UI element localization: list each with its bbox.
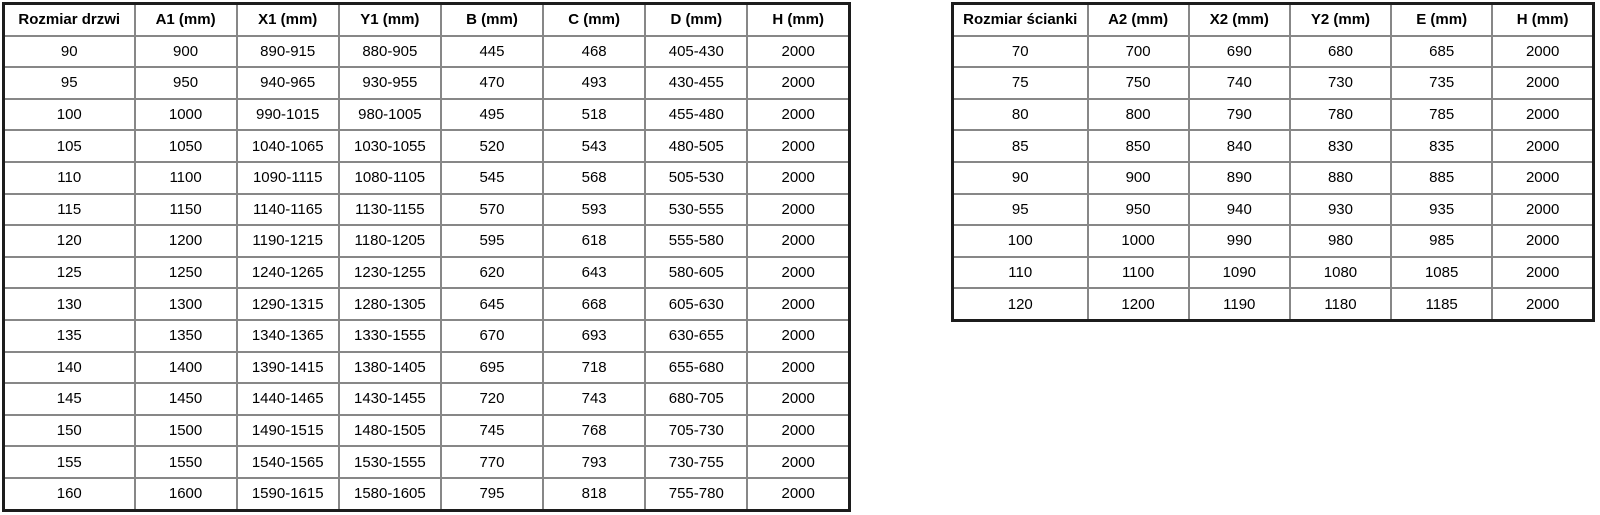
table-cell: 1530-1555 xyxy=(339,446,441,478)
table-cell: 493 xyxy=(543,67,645,99)
table-cell: 1000 xyxy=(1088,225,1189,257)
table-cell: 100 xyxy=(953,225,1088,257)
table-cell: 793 xyxy=(543,446,645,478)
table-row xyxy=(953,162,1594,194)
table-cell: 125 xyxy=(4,257,135,289)
table-cell: 80 xyxy=(953,99,1088,131)
table-cell: 2000 xyxy=(747,415,849,447)
table-cell: 1130-1155 xyxy=(339,194,441,226)
table-cell: 1190-1215 xyxy=(237,225,339,257)
table-cell: 900 xyxy=(1088,162,1189,194)
table-cell: 790 xyxy=(1189,99,1290,131)
table-cell: 2000 xyxy=(1492,36,1593,68)
table-cell: 405-430 xyxy=(645,36,747,68)
table-cell: 518 xyxy=(543,99,645,131)
table-cell: 1150 xyxy=(135,194,237,226)
table-row xyxy=(4,130,850,162)
table-cell: 1350 xyxy=(135,320,237,352)
table-row xyxy=(953,36,1594,68)
table-row xyxy=(4,415,850,447)
table-cell: 130 xyxy=(4,288,135,320)
table-cell: 620 xyxy=(441,257,543,289)
table-row xyxy=(4,446,850,478)
table-cell: 985 xyxy=(1391,225,1492,257)
table-cell: 890-915 xyxy=(237,36,339,68)
table-cell: 2000 xyxy=(1492,67,1593,99)
table-cell: 150 xyxy=(4,415,135,447)
table-row xyxy=(953,194,1594,226)
table-cell: 468 xyxy=(543,36,645,68)
column-header: A2 (mm) xyxy=(1088,4,1189,36)
table-cell: 1490-1515 xyxy=(237,415,339,447)
table-cell: 1090 xyxy=(1189,257,1290,289)
table-cell: 930 xyxy=(1290,194,1391,226)
table-cell: 700 xyxy=(1088,36,1189,68)
door-sizes-header-row xyxy=(4,4,850,36)
table-cell: 2000 xyxy=(747,288,849,320)
table-cell: 1185 xyxy=(1391,288,1492,320)
table-cell: 1180 xyxy=(1290,288,1391,320)
table-row xyxy=(4,257,850,289)
table-cell: 95 xyxy=(953,194,1088,226)
table-cell: 645 xyxy=(441,288,543,320)
table-cell: 1200 xyxy=(135,225,237,257)
table-cell: 2000 xyxy=(747,446,849,478)
table-cell: 495 xyxy=(441,99,543,131)
table-cell: 750 xyxy=(1088,67,1189,99)
table-row xyxy=(4,162,850,194)
table-cell: 1140-1165 xyxy=(237,194,339,226)
table-cell: 2000 xyxy=(747,162,849,194)
door-sizes-table xyxy=(2,2,851,512)
table-cell: 745 xyxy=(441,415,543,447)
table-cell: 1540-1565 xyxy=(237,446,339,478)
wall-sizes-table-body xyxy=(953,36,1594,321)
table-cell: 1190 xyxy=(1189,288,1290,320)
table-cell: 160 xyxy=(4,478,135,510)
table-cell: 935 xyxy=(1391,194,1492,226)
table-cell: 1340-1365 xyxy=(237,320,339,352)
table-cell: 780 xyxy=(1290,99,1391,131)
column-header: H (mm) xyxy=(1492,4,1593,36)
column-header: E (mm) xyxy=(1391,4,1492,36)
table-cell: 835 xyxy=(1391,130,1492,162)
table-row xyxy=(953,67,1594,99)
table-cell: 1600 xyxy=(135,478,237,510)
table-cell: 90 xyxy=(953,162,1088,194)
column-header: X2 (mm) xyxy=(1189,4,1290,36)
table-cell: 795 xyxy=(441,478,543,510)
table-row xyxy=(4,383,850,415)
column-header: Rozmiar ścianki xyxy=(953,4,1088,36)
table-cell: 455-480 xyxy=(645,99,747,131)
table-cell: 980 xyxy=(1290,225,1391,257)
table-cell: 2000 xyxy=(747,383,849,415)
table-cell: 593 xyxy=(543,194,645,226)
table-cell: 740 xyxy=(1189,67,1290,99)
table-cell: 1100 xyxy=(1088,257,1189,289)
table-cell: 900 xyxy=(135,36,237,68)
table-cell: 2000 xyxy=(747,320,849,352)
table-cell: 940 xyxy=(1189,194,1290,226)
table-cell: 1440-1465 xyxy=(237,383,339,415)
table-cell: 730 xyxy=(1290,67,1391,99)
table-cell: 470 xyxy=(441,67,543,99)
table-cell: 643 xyxy=(543,257,645,289)
table-cell: 1380-1405 xyxy=(339,352,441,384)
column-header: B (mm) xyxy=(441,4,543,36)
table-cell: 930-955 xyxy=(339,67,441,99)
table-cell: 885 xyxy=(1391,162,1492,194)
table-cell: 1080 xyxy=(1290,257,1391,289)
table-cell: 755-780 xyxy=(645,478,747,510)
table-cell: 145 xyxy=(4,383,135,415)
table-cell: 1030-1055 xyxy=(339,130,441,162)
table-cell: 505-530 xyxy=(645,162,747,194)
table-cell: 2000 xyxy=(747,478,849,510)
table-cell: 670 xyxy=(441,320,543,352)
table-cell: 140 xyxy=(4,352,135,384)
table-cell: 555-580 xyxy=(645,225,747,257)
table-cell: 1040-1065 xyxy=(237,130,339,162)
table-cell: 2000 xyxy=(1492,257,1593,289)
table-cell: 735 xyxy=(1391,67,1492,99)
table-cell: 135 xyxy=(4,320,135,352)
table-cell: 693 xyxy=(543,320,645,352)
table-cell: 2000 xyxy=(1492,130,1593,162)
table-cell: 705-730 xyxy=(645,415,747,447)
table-row xyxy=(953,288,1594,320)
column-header: Y1 (mm) xyxy=(339,4,441,36)
table-cell: 530-555 xyxy=(645,194,747,226)
table-row xyxy=(953,130,1594,162)
table-cell: 680-705 xyxy=(645,383,747,415)
table-cell: 940-965 xyxy=(237,67,339,99)
table-cell: 1480-1505 xyxy=(339,415,441,447)
table-cell: 1330-1555 xyxy=(339,320,441,352)
column-header: Y2 (mm) xyxy=(1290,4,1391,36)
table-cell: 1450 xyxy=(135,383,237,415)
table-cell: 95 xyxy=(4,67,135,99)
table-cell: 830 xyxy=(1290,130,1391,162)
table-cell: 618 xyxy=(543,225,645,257)
table-cell: 100 xyxy=(4,99,135,131)
table-cell: 980-1005 xyxy=(339,99,441,131)
table-cell: 1250 xyxy=(135,257,237,289)
table-cell: 890 xyxy=(1189,162,1290,194)
table-cell: 105 xyxy=(4,130,135,162)
table-cell: 430-455 xyxy=(645,67,747,99)
table-cell: 630-655 xyxy=(645,320,747,352)
table-cell: 743 xyxy=(543,383,645,415)
wall-sizes-table xyxy=(951,2,1595,322)
column-header: H (mm) xyxy=(747,4,849,36)
door-sizes-table-body xyxy=(4,36,850,510)
table-cell: 990-1015 xyxy=(237,99,339,131)
table-cell: 520 xyxy=(441,130,543,162)
table-cell: 155 xyxy=(4,446,135,478)
table-cell: 1230-1255 xyxy=(339,257,441,289)
table-cell: 1050 xyxy=(135,130,237,162)
table-cell: 595 xyxy=(441,225,543,257)
table-cell: 1000 xyxy=(135,99,237,131)
table-cell: 543 xyxy=(543,130,645,162)
table-cell: 70 xyxy=(953,36,1088,68)
table-cell: 90 xyxy=(4,36,135,68)
table-cell: 2000 xyxy=(747,257,849,289)
table-cell: 1180-1205 xyxy=(339,225,441,257)
table-cell: 690 xyxy=(1189,36,1290,68)
column-header: D (mm) xyxy=(645,4,747,36)
table-cell: 768 xyxy=(543,415,645,447)
table-row xyxy=(953,225,1594,257)
table-cell: 695 xyxy=(441,352,543,384)
table-cell: 1500 xyxy=(135,415,237,447)
table-cell: 1390-1415 xyxy=(237,352,339,384)
table-cell: 1400 xyxy=(135,352,237,384)
table-cell: 770 xyxy=(441,446,543,478)
table-cell: 1580-1605 xyxy=(339,478,441,510)
table-cell: 818 xyxy=(543,478,645,510)
table-cell: 2000 xyxy=(747,225,849,257)
table-row xyxy=(4,288,850,320)
table-cell: 605-630 xyxy=(645,288,747,320)
table-cell: 115 xyxy=(4,194,135,226)
table-cell: 1290-1315 xyxy=(237,288,339,320)
table-row xyxy=(953,99,1594,131)
table-cell: 950 xyxy=(135,67,237,99)
table-cell: 110 xyxy=(4,162,135,194)
table-cell: 800 xyxy=(1088,99,1189,131)
table-cell: 2000 xyxy=(1492,288,1593,320)
table-cell: 785 xyxy=(1391,99,1492,131)
table-cell: 880 xyxy=(1290,162,1391,194)
table-cell: 1080-1105 xyxy=(339,162,441,194)
table-cell: 1100 xyxy=(135,162,237,194)
table-cell: 2000 xyxy=(747,36,849,68)
table-cell: 75 xyxy=(953,67,1088,99)
table-row xyxy=(4,36,850,68)
column-header: X1 (mm) xyxy=(237,4,339,36)
table-cell: 120 xyxy=(953,288,1088,320)
table-cell: 2000 xyxy=(747,67,849,99)
table-cell: 120 xyxy=(4,225,135,257)
table-cell: 1090-1115 xyxy=(237,162,339,194)
table-cell: 568 xyxy=(543,162,645,194)
table-row xyxy=(4,99,850,131)
table-cell: 1200 xyxy=(1088,288,1189,320)
column-header: Rozmiar drzwi xyxy=(4,4,135,36)
table-cell: 2000 xyxy=(747,352,849,384)
table-cell: 580-605 xyxy=(645,257,747,289)
table-cell: 1590-1615 xyxy=(237,478,339,510)
table-cell: 990 xyxy=(1189,225,1290,257)
table-cell: 480-505 xyxy=(645,130,747,162)
table-cell: 545 xyxy=(441,162,543,194)
table-cell: 2000 xyxy=(747,130,849,162)
table-cell: 730-755 xyxy=(645,446,747,478)
wall-sizes-header-row xyxy=(953,4,1594,36)
table-cell: 655-680 xyxy=(645,352,747,384)
table-cell: 685 xyxy=(1391,36,1492,68)
table-cell: 668 xyxy=(543,288,645,320)
table-cell: 1240-1265 xyxy=(237,257,339,289)
table-cell: 1300 xyxy=(135,288,237,320)
table-row xyxy=(4,194,850,226)
table-cell: 2000 xyxy=(1492,225,1593,257)
table-row xyxy=(4,352,850,384)
table-cell: 1550 xyxy=(135,446,237,478)
table-row xyxy=(4,225,850,257)
table-row xyxy=(4,478,850,510)
table-row xyxy=(4,67,850,99)
table-cell: 1280-1305 xyxy=(339,288,441,320)
table-cell: 720 xyxy=(441,383,543,415)
table-cell: 840 xyxy=(1189,130,1290,162)
table-cell: 2000 xyxy=(1492,99,1593,131)
table-cell: 445 xyxy=(441,36,543,68)
table-cell: 85 xyxy=(953,130,1088,162)
table-cell: 2000 xyxy=(1492,194,1593,226)
table-cell: 1085 xyxy=(1391,257,1492,289)
table-cell: 2000 xyxy=(747,99,849,131)
table-cell: 1430-1455 xyxy=(339,383,441,415)
table-cell: 850 xyxy=(1088,130,1189,162)
column-header: C (mm) xyxy=(543,4,645,36)
column-header: A1 (mm) xyxy=(135,4,237,36)
table-row xyxy=(953,257,1594,289)
table-cell: 570 xyxy=(441,194,543,226)
table-cell: 950 xyxy=(1088,194,1189,226)
table-cell: 718 xyxy=(543,352,645,384)
table-cell: 880-905 xyxy=(339,36,441,68)
table-row xyxy=(4,320,850,352)
table-cell: 2000 xyxy=(747,194,849,226)
table-cell: 680 xyxy=(1290,36,1391,68)
table-cell: 110 xyxy=(953,257,1088,289)
table-cell: 2000 xyxy=(1492,162,1593,194)
